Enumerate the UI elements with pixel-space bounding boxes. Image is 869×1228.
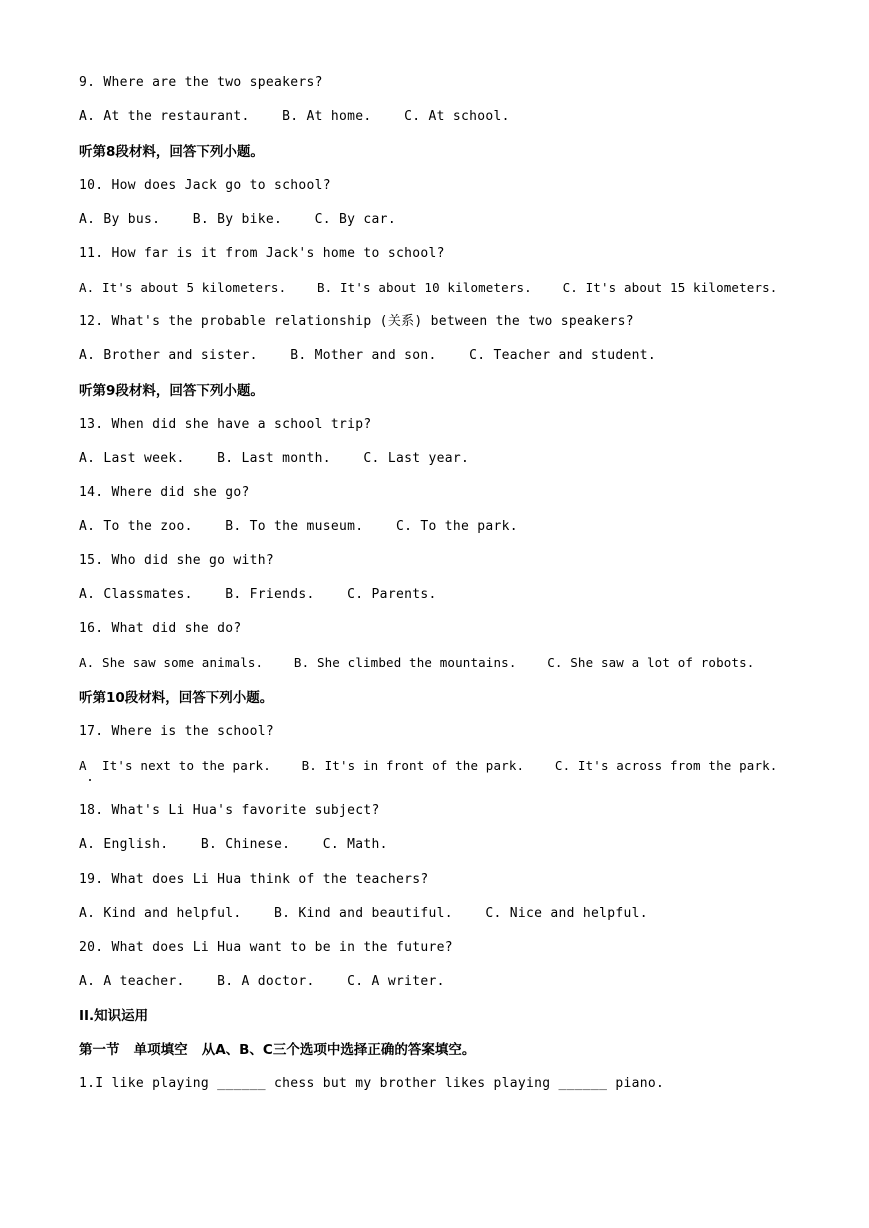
question-10: 10. How does Jack go to school? <box>79 178 331 193</box>
question-19: 19. What does Li Hua think of the teachers? <box>79 872 429 887</box>
question-20: 20. What does Li Hua want to be in the future? <box>79 940 453 955</box>
question-16-options: A. She saw some animals. B. She climbed the mountains. C. She saw a lot of robots. <box>79 655 755 670</box>
part-ii-heading: II.知识运用 <box>79 1008 149 1024</box>
section-heading-9: 听第9段材料，回答下列小题。 <box>79 383 264 399</box>
fill-in-question-1: 1.I like playing ______ chess but my brother likes playing ______ piano. <box>79 1076 665 1091</box>
question-16: 16. What did she do? <box>79 621 242 636</box>
question-9: 9. Where are the two speakers? <box>79 75 323 90</box>
question-17: 17. Where is the school? <box>79 724 275 739</box>
question-13-options: A. Last week. B. Last month. C. Last year. <box>79 451 470 466</box>
question-12-options: A. Brother and sister. B. Mother and son. C. Teacher and student. <box>79 348 656 363</box>
question-13: 13. When did she have a school trip? <box>79 417 372 432</box>
question-14-options: A. To the zoo. B. To the museum. C. To the park. <box>79 519 518 534</box>
question-15: 15. Who did she go with? <box>79 553 275 568</box>
question-18: 18. What's Li Hua's favorite subject? <box>79 803 380 818</box>
question-11-options: A. It's about 5 kilometers. B. It's about 10 kilometers. C. It's about 15 kilometers. <box>79 280 778 295</box>
question-19-options: A. Kind and helpful. B. Kind and beautiful. C. Nice and helpful. <box>79 906 648 921</box>
question-14: 14. Where did she go? <box>79 485 250 500</box>
emphasis-dot <box>89 779 91 781</box>
question-20-options: A. A teacher. B. A doctor. C. A writer. <box>79 974 445 989</box>
question-10-options: A. By bus. B. By bike. C. By car. <box>79 212 396 227</box>
section-heading-10: 听第10段材料，回答下列小题。 <box>79 690 274 706</box>
question-9-options: A. At the restaurant. B. At home. C. At school. <box>79 109 510 124</box>
section-1-heading: 第一节 单项填空 从A、B、C三个选项中选择正确的答案填空。 <box>79 1042 476 1058</box>
question-18-options: A. English. B. Chinese. C. Math. <box>79 837 388 852</box>
question-11: 11. How far is it from Jack's home to school? <box>79 246 445 261</box>
question-17-options: A It's next to the park. B. It's in front of the park. C. It's across from the park. <box>79 758 778 773</box>
question-12: 12. What's the probable relationship (关系) between the two speakers? <box>79 314 634 329</box>
section-heading-8: 听第8段材料，回答下列小题。 <box>79 144 264 160</box>
question-15-options: A. Classmates. B. Friends. C. Parents. <box>79 587 437 602</box>
